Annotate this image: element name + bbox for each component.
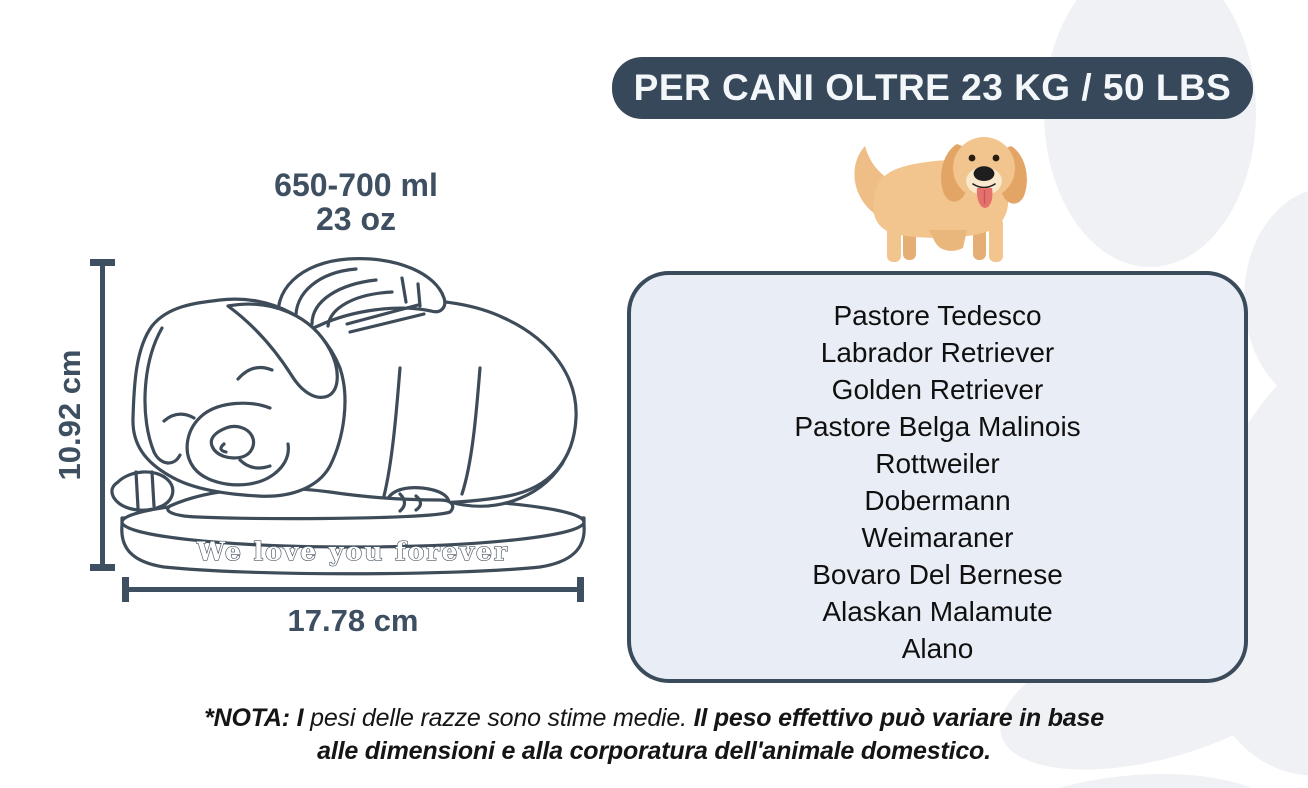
height-dimension-label: 10.92 cm	[52, 349, 87, 481]
breed-item: Dobermann	[864, 485, 1011, 516]
size-banner	[612, 57, 1253, 119]
capacity-label	[274, 168, 438, 236]
width-dimension-cap-left	[122, 577, 129, 602]
note-segment: alle dimensioni e alla corporatura dell'animale domestico.	[317, 737, 991, 765]
urn-paw-toe-2	[152, 472, 154, 506]
urn-paw-toe-1	[136, 472, 138, 508]
breed-item: Labrador Retriever	[820, 337, 1055, 368]
note-segment: *NOTA: I	[204, 704, 311, 732]
note-segment: Il peso effettivo può variare in base	[693, 704, 1104, 732]
golden-retriever-icon	[845, 118, 1045, 268]
breed-item: Pastore Tedesco	[833, 300, 1042, 331]
breed-item: Pastore Belga Malinois	[794, 411, 1081, 442]
footnote-line-2	[0, 735, 1308, 768]
width-dimension-label: 17.78 cm	[287, 603, 419, 638]
breed-item: Golden Retriever	[831, 374, 1044, 405]
footnote	[0, 702, 1308, 768]
urn-dog-nose	[211, 426, 253, 458]
dog-leg-back	[887, 218, 901, 262]
breed-item: Bovaro Del Bernese	[812, 559, 1063, 590]
capacity-ml: 650-700 ml	[274, 167, 438, 203]
wing-feather-7	[418, 284, 420, 306]
dog-belly-fur	[929, 230, 967, 251]
height-dimension-cap-top	[90, 259, 115, 266]
urn-engraving: We love you forever	[196, 537, 510, 566]
footnote-line-1	[0, 702, 1308, 735]
dog-eye-left	[969, 155, 976, 162]
breed-item: Alaskan Malamute	[822, 596, 1053, 627]
dog-eye-right	[993, 155, 1000, 162]
urn-dog-paw	[112, 472, 173, 510]
height-dimension-cap-bottom	[90, 564, 115, 571]
dog-leg-front	[989, 218, 1003, 262]
capacity-oz: 23 oz	[315, 201, 397, 237]
breed-item: Weimaraner	[861, 522, 1014, 553]
breed-list-box	[627, 271, 1248, 683]
note-segment: pesi delle razze sono stime medie.	[310, 704, 694, 732]
banner-label: PER CANI OLTRE 23 KG / 50 LBS	[633, 67, 1232, 108]
height-dimension-line	[100, 262, 105, 568]
breed-item: Alano	[901, 633, 974, 664]
dog-nose	[974, 166, 995, 181]
width-dimension-cap-right	[577, 577, 584, 602]
paw-toe-top	[1044, 0, 1256, 267]
sleeping-dog-urn-icon	[100, 248, 600, 578]
breed-item: Rottweiler	[875, 448, 1000, 479]
width-dimension-line	[125, 587, 581, 592]
